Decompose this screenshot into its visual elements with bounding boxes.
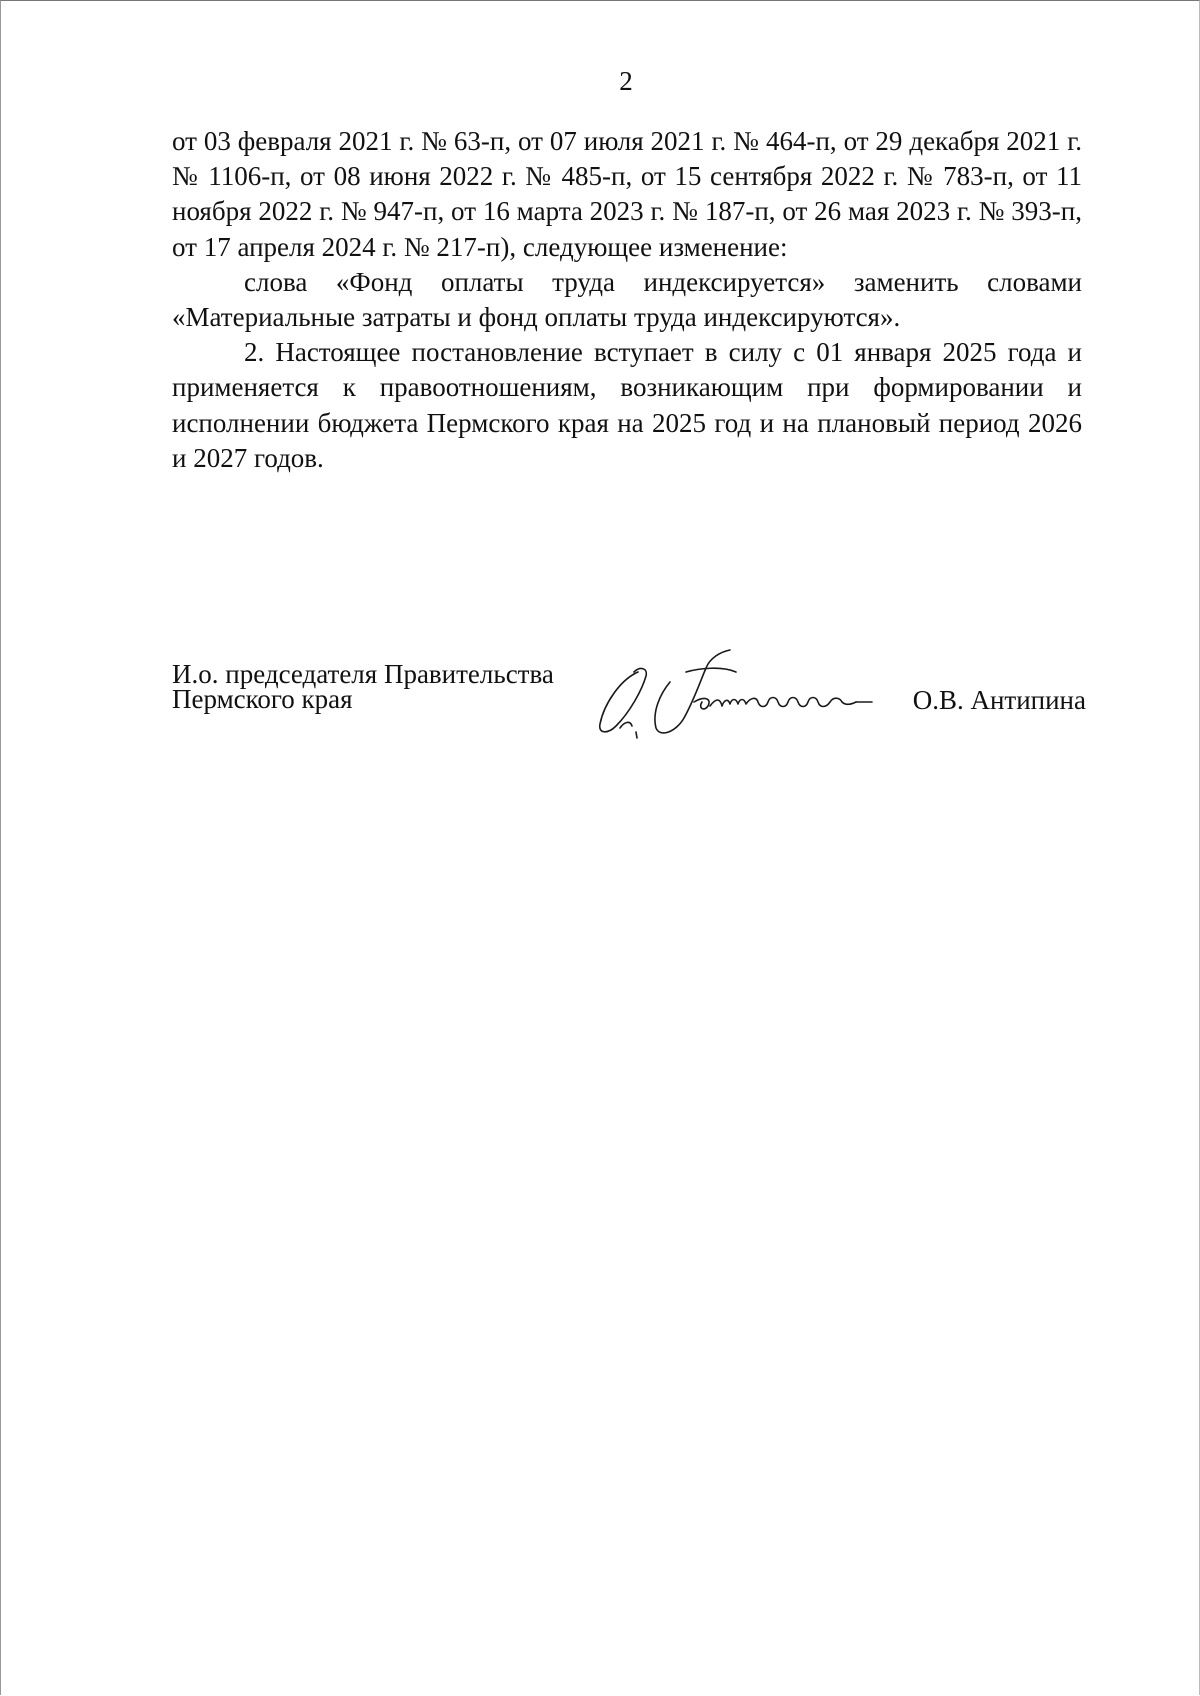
paragraph-effective-date: 2. Настоящее постановление вступает в силу с 01 января 2025 года и применяется к правоотношениям, возникающим при формировании и исполнении бюджета Пермского края на 2025 год и на плановый период 2026 и 2027 годов. xyxy=(172,337,1082,473)
signer-title xyxy=(172,659,554,714)
document-body xyxy=(172,124,1082,476)
signature-block xyxy=(172,659,1086,742)
page-number: 2 xyxy=(619,66,633,96)
paragraph-replacement: слова «Фонд оплаты труда индексируется» заменить словами «Материальные затраты и фонд оплаты труда индексируются». xyxy=(172,266,1082,333)
signer-title-line2: Пермского края xyxy=(172,684,353,714)
handwritten-signature xyxy=(590,642,910,742)
paragraph-amendment-list: от 03 февраля 2021 г. № 63-п, от 07 июля 2021 г. № 464-п, от 29 декабря 2021 г. № 1106-п, от 08 июня 2022 г. № 485-п, от 15 сентября 2022 г. № 783-п, от 11 ноября 2022 г. № 947-п, от 16 марта 2023 г. № 187-п, от 26 мая 2023 г. № 393-п, от 17 апреля 2024 г. № 217-п), следующее изменение: xyxy=(172,126,1082,262)
signer-name: О.В. Антипина xyxy=(912,685,1086,715)
signer-title-line1: И.о. председателя Правительства xyxy=(172,659,554,689)
